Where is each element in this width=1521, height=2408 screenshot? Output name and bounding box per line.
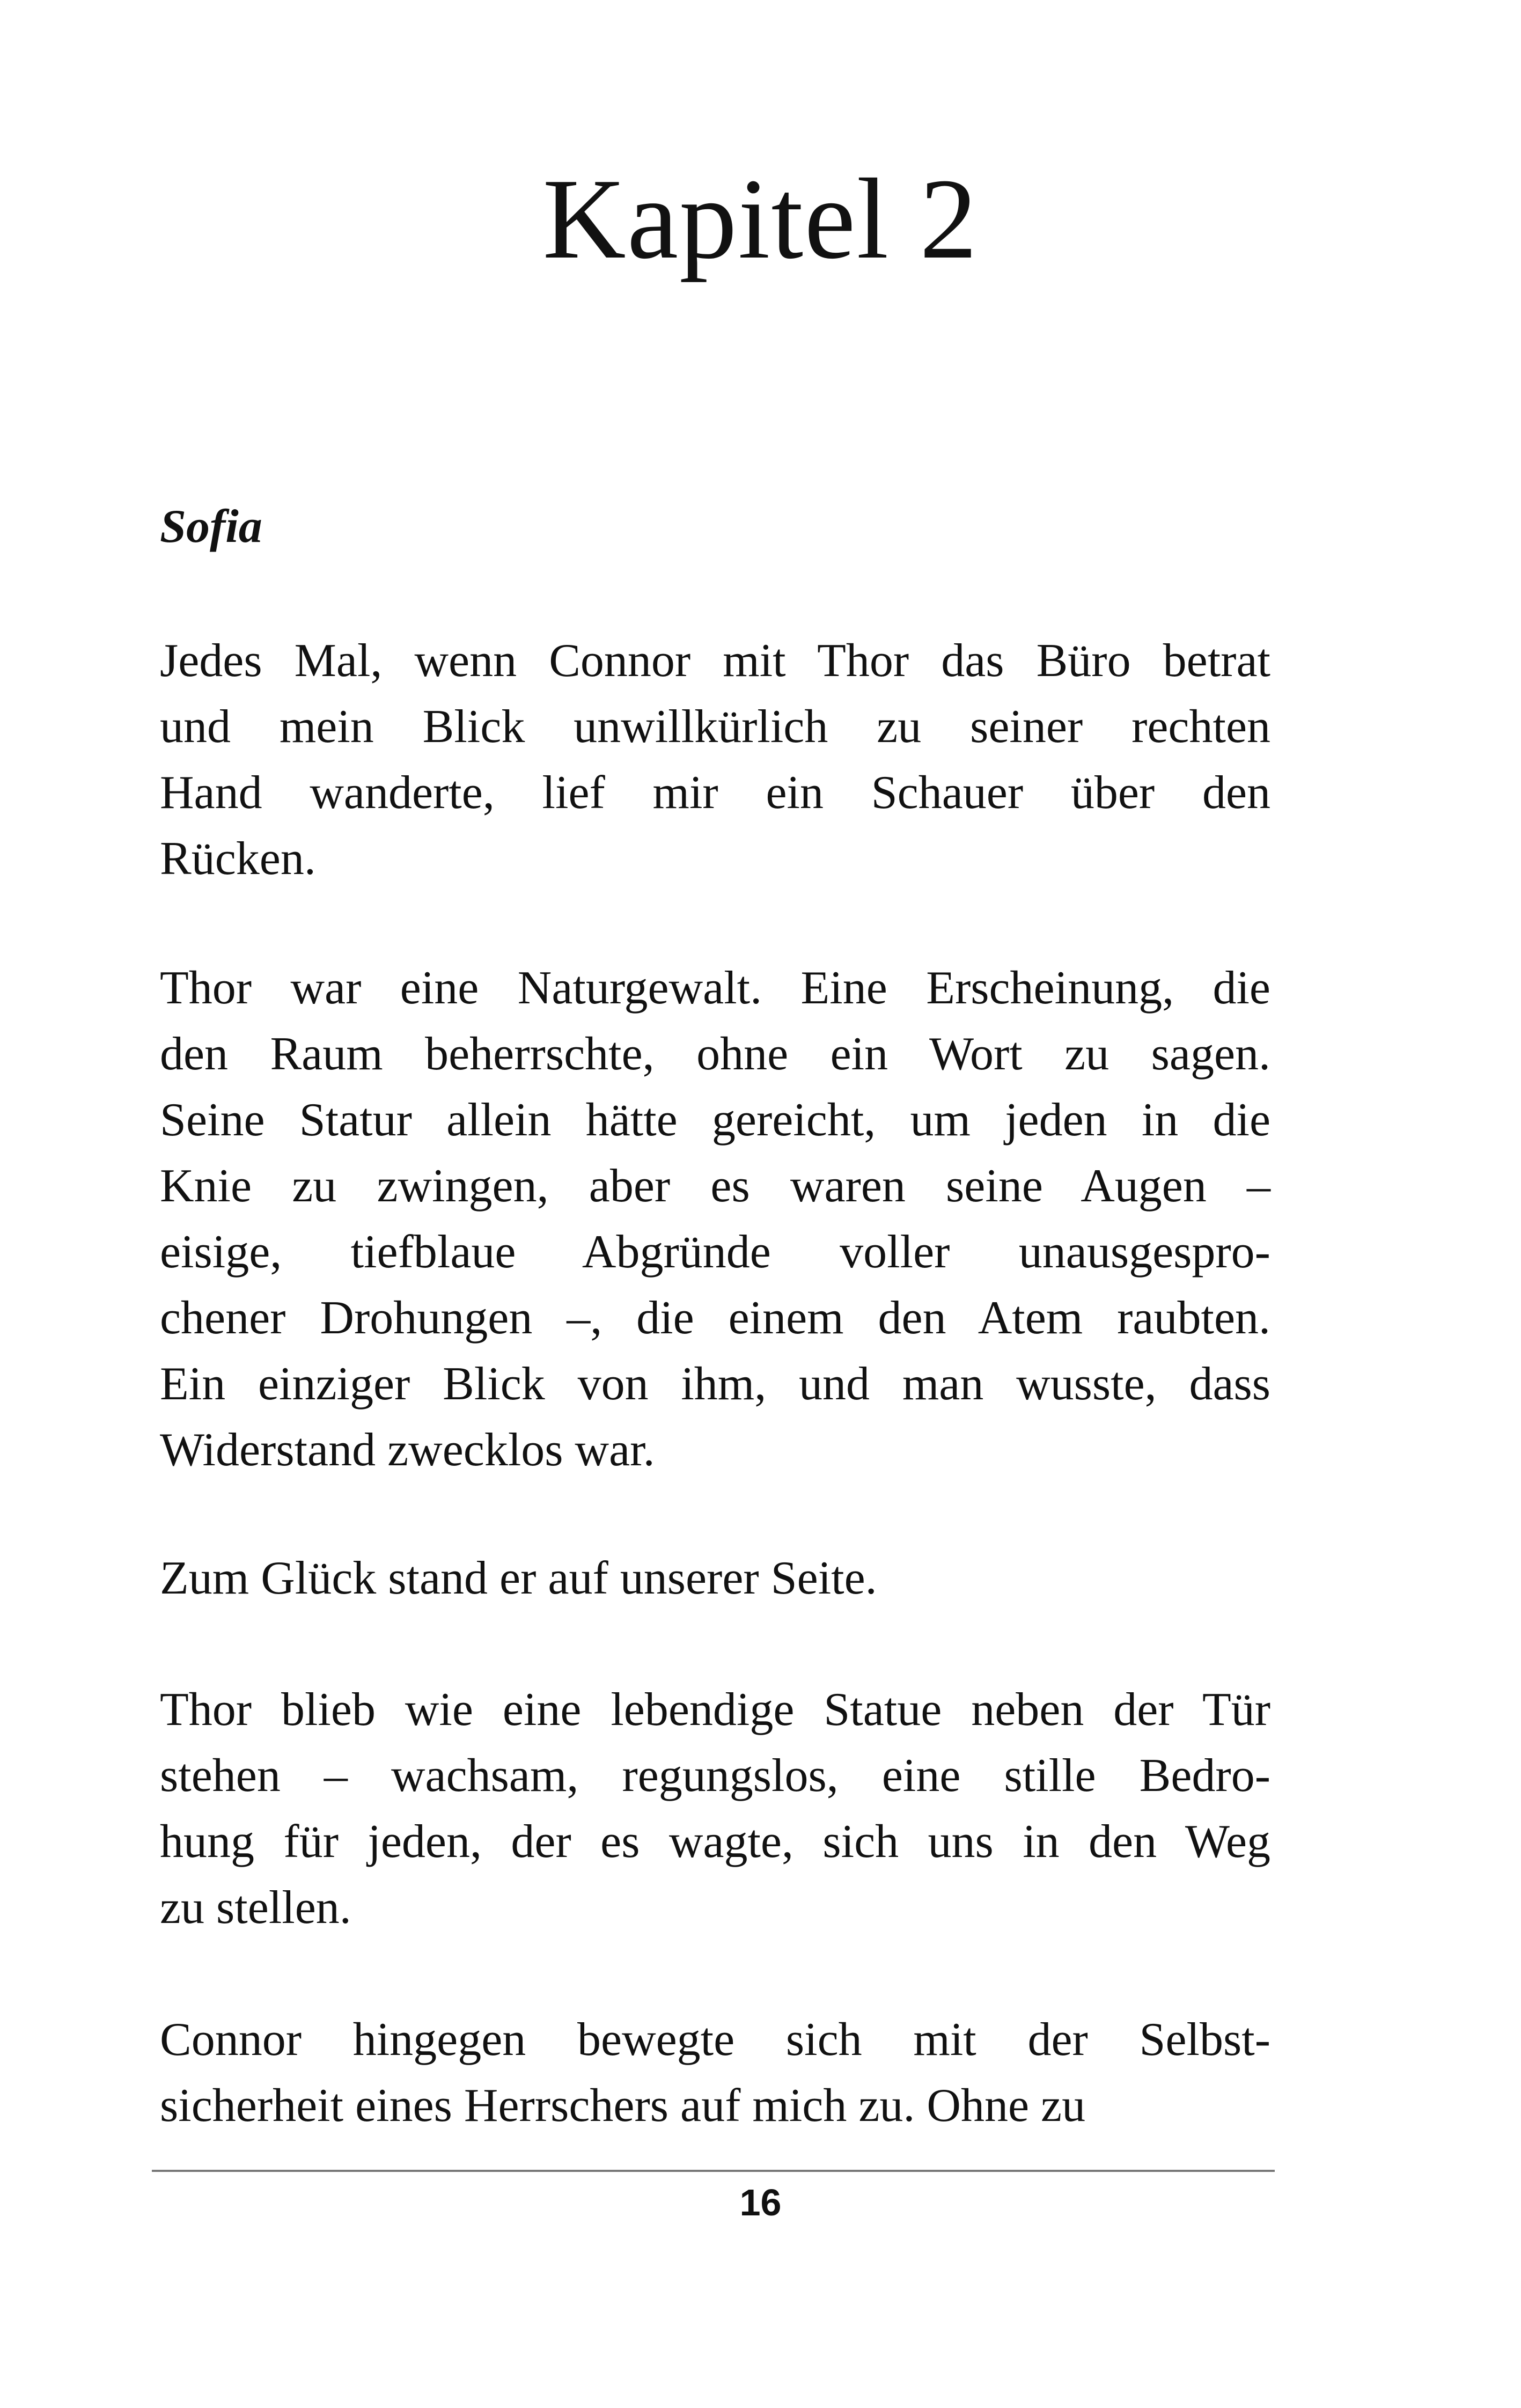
page-number: 16 [739,2182,782,2223]
text-line: Zum Glück stand er auf unserer Seite. [160,1552,877,1604]
text-line: Rücken. [160,833,316,885]
paragraph-4 [160,1677,1270,1941]
chapter-title: Kapitel 2 [542,155,979,283]
text-line: Thor war eine Naturgewalt. Eine Erscheinung, die [160,962,1270,1014]
paragraph-1 [160,628,1270,892]
footer-divider [152,2170,1275,2172]
text-line: hung für jeden, der es wagte, sich uns in den Weg [160,1816,1270,1868]
text-line: und mein Blick unwillkürlich zu seiner rechten [160,701,1270,753]
text-line: stehen – wachsam, regungslos, eine stille Bedro- [160,1750,1270,1802]
narrator-heading: Sofia [160,501,262,553]
text-line: Knie zu zwingen, aber es waren seine Augen – [160,1160,1270,1212]
text-line: eisige, tiefblaue Abgründe voller unausgespro- [160,1226,1270,1278]
text-line: Hand wanderte, lief mir ein Schauer über den [160,767,1270,819]
text-line: sicherheit eines Herrschers auf mich zu. Ohne zu [160,2080,1086,2132]
text-line: Ein einziger Blick von ihm, und man wusste, dass [160,1358,1270,1410]
text-line: Jedes Mal, wenn Connor mit Thor das Büro betrat [160,635,1270,687]
paragraph-5 [160,2007,1270,2139]
text-line: Widerstand zwecklos war. [160,1424,655,1476]
paragraph-2 [160,955,1270,1483]
text-line: Seine Statur allein hätte gereicht, um jeden in die [160,1094,1270,1146]
text-line: Connor hingegen bewegte sich mit der Selbst- [160,2014,1270,2066]
paragraph-3 [160,1545,1270,1611]
text-line: Thor blieb wie eine lebendige Statue neben der Tür [160,1684,1270,1736]
text-line: zu stellen. [160,1882,351,1934]
text-line: chener Drohungen –, die einem den Atem raubten. [160,1292,1270,1344]
text-line: den Raum beherrschte, ohne ein Wort zu sagen. [160,1028,1270,1080]
